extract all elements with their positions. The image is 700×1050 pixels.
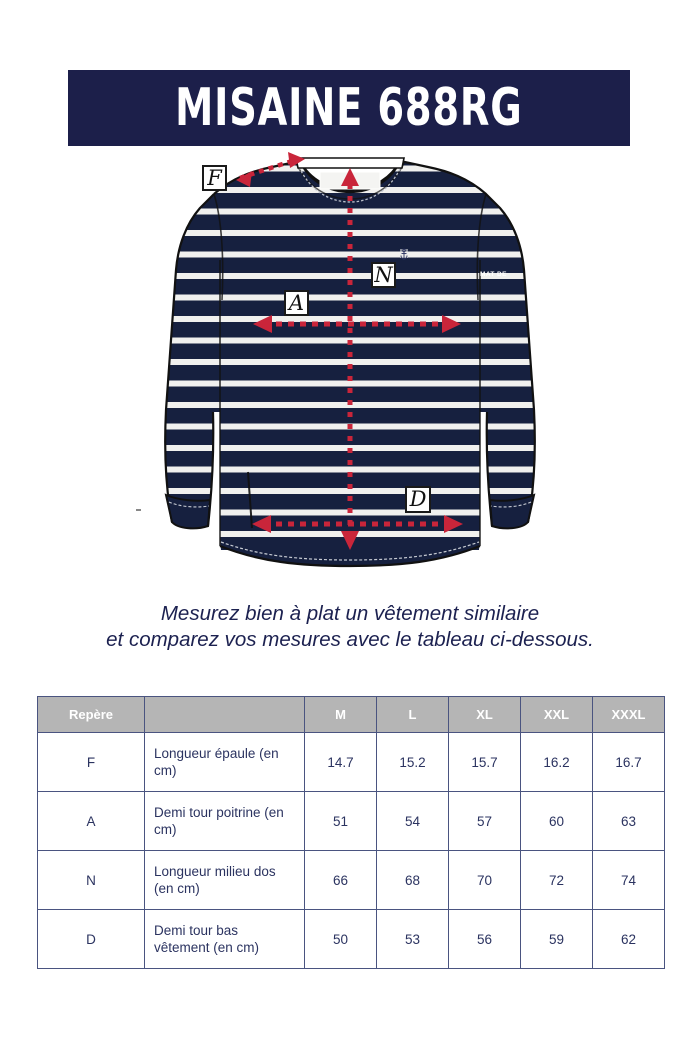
cell-n-xxl: 72 (521, 851, 593, 910)
cell-a-xl: 57 (449, 792, 521, 851)
anchor-logo-icon (400, 249, 408, 259)
page-title: MISAINE 688RG (175, 78, 523, 138)
cuff-right (490, 495, 534, 528)
marker-label-f: F (202, 165, 227, 191)
table-row (38, 733, 665, 792)
row-key-n: N (38, 851, 145, 910)
garment-illustration (0, 150, 700, 590)
column-header-repere: Repère (38, 697, 145, 733)
row-desc-d: Demi tour bas vêtement (en cm) (145, 910, 305, 969)
table-row (38, 792, 665, 851)
cell-a-l: 54 (377, 792, 449, 851)
cell-n-xl: 70 (449, 851, 521, 910)
cell-f-xl: 15.7 (449, 733, 521, 792)
cell-d-l: 53 (377, 910, 449, 969)
measuring-instructions (0, 601, 700, 653)
shirt-diagram-svg (0, 150, 700, 590)
row-desc-n: Longueur milieu dos (en cm) (145, 851, 305, 910)
cell-n-l: 68 (377, 851, 449, 910)
cell-a-xxl: 60 (521, 792, 593, 851)
cell-n-m: 66 (305, 851, 377, 910)
collar-band (296, 158, 404, 168)
column-header-description (145, 697, 305, 733)
row-key-f: F (38, 733, 145, 792)
cell-d-m: 50 (305, 910, 377, 969)
brand-text: MAT DE (480, 271, 507, 278)
instruction-line-2: et comparez vos mesures avec le tableau ci-dessous. (106, 628, 594, 651)
row-desc-f: Longueur épaule (en cm) (145, 733, 305, 792)
cell-d-xxxl: 62 (593, 910, 665, 969)
marker-label-n: N (371, 262, 396, 288)
table-row (38, 910, 665, 969)
cell-d-xxl: 59 (521, 910, 593, 969)
row-key-a: A (38, 792, 145, 851)
cell-f-l: 15.2 (377, 733, 449, 792)
title-banner (68, 70, 630, 146)
cell-a-m: 51 (305, 792, 377, 851)
cell-f-xxxl: 16.7 (593, 733, 665, 792)
table-row (38, 851, 665, 910)
cell-n-xxxl: 74 (593, 851, 665, 910)
cuff-left (166, 495, 210, 528)
column-header-l: L (377, 697, 449, 733)
instruction-line-1: Mesurez bien à plat un vêtement similaire (160, 602, 540, 625)
table-header-row (38, 697, 665, 733)
cell-f-m: 14.7 (305, 733, 377, 792)
row-key-d: D (38, 910, 145, 969)
row-desc-a: Demi tour poitrine (en cm) (145, 792, 305, 851)
cell-f-xxl: 16.2 (521, 733, 593, 792)
cell-d-xl: 56 (449, 910, 521, 969)
cell-a-xxxl: 63 (593, 792, 665, 851)
column-header-xxl: XXL (521, 697, 593, 733)
column-header-xl: XL (449, 697, 521, 733)
size-chart-table (37, 696, 665, 969)
column-header-xxxl: XXXL (593, 697, 665, 733)
column-header-m: M (305, 697, 377, 733)
marker-label-a: A (284, 290, 309, 316)
marker-label-d: D (405, 486, 431, 513)
